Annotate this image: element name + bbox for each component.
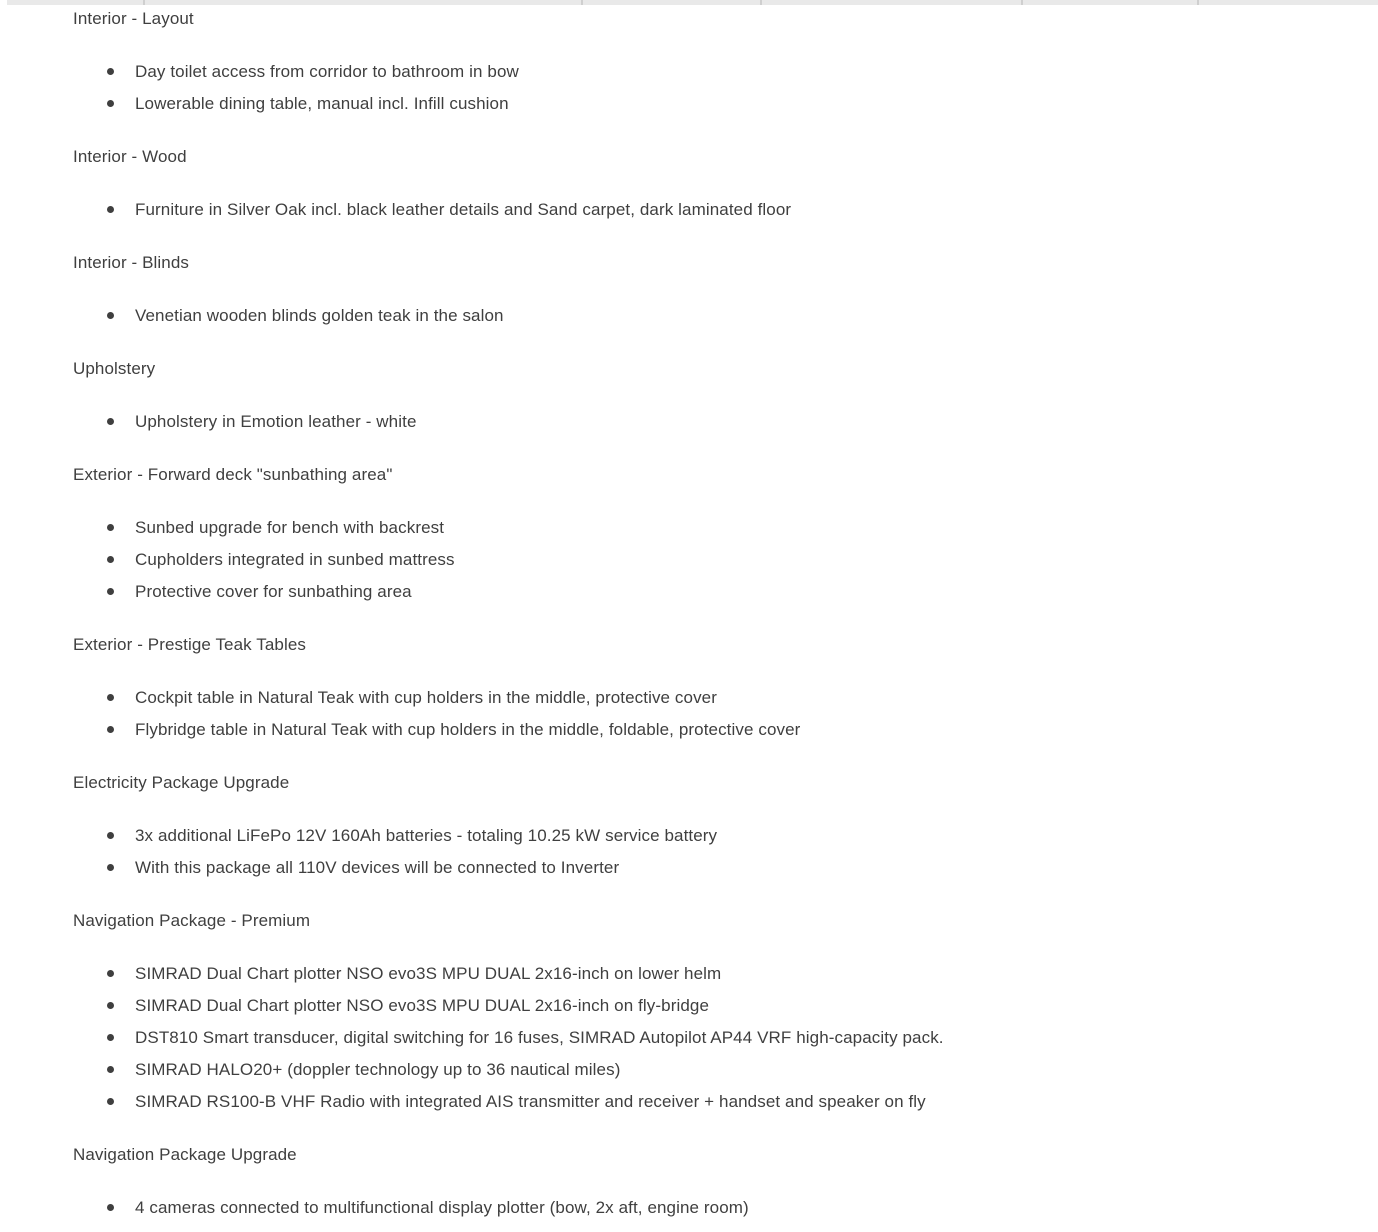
- list-item-text: 4 cameras connected to multifunctional display plotter (bow, 2x aft, engine room): [135, 1198, 749, 1217]
- option-section: [73, 459, 1318, 608]
- list-item: [73, 1086, 1318, 1118]
- option-list: [73, 406, 1318, 438]
- bullet-icon: [107, 100, 114, 107]
- list-item: [73, 56, 1318, 88]
- list-item: [73, 990, 1318, 1022]
- bullet-icon: [107, 1034, 114, 1041]
- list-item-text: Lowerable dining table, manual incl. Infill cushion: [135, 94, 509, 113]
- bullet-icon: [107, 556, 114, 563]
- list-item: [73, 544, 1318, 576]
- list-item: [73, 852, 1318, 884]
- section-heading: Interior - Layout: [73, 9, 194, 28]
- options-document: [0, 3, 1378, 1224]
- list-item-text: Upholstery in Emotion leather - white: [135, 412, 417, 431]
- list-item: [73, 714, 1318, 746]
- bullet-icon: [107, 864, 114, 871]
- list-item-text: Sunbed upgrade for bench with backrest: [135, 518, 445, 537]
- column-separator: [1197, 0, 1199, 5]
- list-item-text: Cockpit table in Natural Teak with cup holders in the middle, protective cover: [135, 688, 717, 707]
- bullet-icon: [107, 726, 114, 733]
- list-item-text: Protective cover for sunbathing area: [135, 582, 412, 601]
- option-list: [73, 300, 1318, 332]
- list-item-text: Furniture in Silver Oak incl. black leather details and Sand carpet, dark laminated floor: [135, 200, 792, 219]
- list-item-text: With this package all 110V devices will be connected to Inverter: [135, 858, 620, 877]
- section-heading: Navigation Package - Premium: [73, 911, 311, 930]
- option-section: [73, 905, 1318, 1118]
- option-list: [73, 820, 1318, 884]
- list-item-text: SIMRAD RS100-B VHF Radio with integrated AIS transmitter and receiver + handset and speaker on fly: [135, 1092, 926, 1111]
- bullet-icon: [107, 1066, 114, 1073]
- section-heading: Interior - Wood: [73, 147, 187, 166]
- option-list: [73, 512, 1318, 608]
- bullet-icon: [107, 1098, 114, 1105]
- option-section: [73, 353, 1318, 438]
- list-item-text: Cupholders integrated in sunbed mattress: [135, 550, 455, 569]
- column-separator: [1021, 0, 1023, 5]
- bullet-icon: [107, 832, 114, 839]
- bullet-icon: [107, 418, 114, 425]
- list-item-text: 3x additional LiFePo 12V 160Ah batteries - totaling 10.25 kW service battery: [135, 826, 718, 845]
- column-separator: [143, 0, 145, 5]
- list-item-text: Flybridge table in Natural Teak with cup holders in the middle, foldable, protective cover: [135, 720, 801, 739]
- option-section: [73, 767, 1318, 884]
- option-section: [73, 629, 1318, 746]
- section-heading: Interior - Blinds: [73, 253, 190, 272]
- list-item: [73, 1022, 1318, 1054]
- list-item: [73, 512, 1318, 544]
- list-item: [73, 576, 1318, 608]
- option-list: [73, 682, 1318, 746]
- list-item: [73, 1192, 1318, 1224]
- option-section: [73, 1139, 1318, 1224]
- bullet-icon: [107, 524, 114, 531]
- bullet-icon: [107, 68, 114, 75]
- bullet-icon: [107, 694, 114, 701]
- section-heading: Navigation Package Upgrade: [73, 1145, 297, 1164]
- list-item: [73, 406, 1318, 438]
- list-item: [73, 682, 1318, 714]
- list-item: [73, 300, 1318, 332]
- bullet-icon: [107, 312, 114, 319]
- list-item: [73, 820, 1318, 852]
- list-item: [73, 958, 1318, 990]
- column-separator: [581, 0, 583, 5]
- option-section: [73, 247, 1318, 332]
- option-section: [73, 3, 1318, 120]
- option-list: [73, 1192, 1318, 1224]
- section-heading: Exterior - Forward deck "sunbathing area": [73, 465, 393, 484]
- list-item-text: Day toilet access from corridor to bathroom in bow: [135, 62, 519, 81]
- list-item: [73, 1054, 1318, 1086]
- bullet-icon: [107, 1002, 114, 1009]
- list-item-text: SIMRAD HALO20+ (doppler technology up to 36 nautical miles): [135, 1060, 621, 1079]
- column-separator: [760, 0, 762, 5]
- section-heading: Upholstery: [73, 359, 156, 378]
- bullet-icon: [107, 588, 114, 595]
- list-item-text: SIMRAD Dual Chart plotter NSO evo3S MPU DUAL 2x16-inch on fly-bridge: [135, 996, 710, 1015]
- section-heading: Exterior - Prestige Teak Tables: [73, 635, 307, 654]
- bullet-icon: [107, 206, 114, 213]
- list-item: [73, 194, 1318, 226]
- option-section: [73, 141, 1318, 226]
- list-item-text: DST810 Smart transducer, digital switching for 16 fuses, SIMRAD Autopilot AP44 VRF high-capacity pack.: [135, 1028, 944, 1047]
- list-item-text: SIMRAD Dual Chart plotter NSO evo3S MPU DUAL 2x16-inch on lower helm: [135, 964, 722, 983]
- option-list: [73, 958, 1318, 1118]
- bullet-icon: [107, 1204, 114, 1211]
- list-item: [73, 88, 1318, 120]
- list-item-text: Venetian wooden blinds golden teak in the salon: [135, 306, 504, 325]
- option-list: [73, 194, 1318, 226]
- clipped-table-row: [7, 0, 1378, 5]
- section-heading: Electricity Package Upgrade: [73, 773, 290, 792]
- bullet-icon: [107, 970, 114, 977]
- option-list: [73, 56, 1318, 120]
